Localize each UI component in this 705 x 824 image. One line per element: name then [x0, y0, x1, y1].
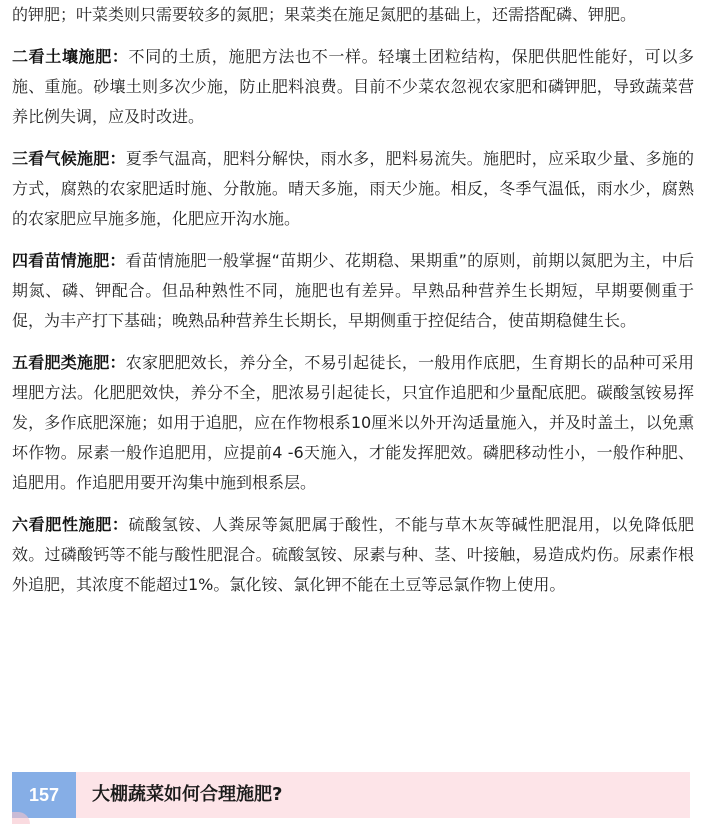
paragraph-text: 硫酸氢铵、人粪尿等氮肥属于酸性，不能与草木灰等碱性肥混用，以免降低肥效。过磷酸钙等不能与酸性肥混合。硫酸氢铵、尿素与种、茎、叶接触，易造成灼伤。尿素作根外追肥，其浓度不能超过1%。氯化铵、氯化钾不能在土豆等忌氯作物上使用。	[12, 515, 694, 594]
paragraph-heading: 六看肥性施肥：	[12, 515, 129, 534]
question-number-badge: 157	[12, 772, 76, 818]
paragraph-text: 夏季气温高，肥料分解快，雨水多，肥料易流失。施肥时，应采取少量、多施的方式，腐熟的农家肥适时施、分散施。晴天多施，雨天少施。相反，冬季气温低，雨水少，腐熟的农家肥应早施多施，化肥应开沟水施。	[12, 149, 694, 228]
paragraph-fertilizer-type	[12, 348, 694, 498]
paragraph-heading: 三看气候施肥：	[12, 149, 126, 168]
question-title: 大棚蔬菜如何合理施肥?	[92, 784, 283, 805]
paragraph-seedling	[12, 246, 694, 336]
question-header-bar	[12, 772, 690, 818]
paragraph-text: 看苗情施肥一般掌握“苗期少、花期稳、果期重”的原则，前期以氮肥为主，中后期氮、磷、钾配合。但品种熟性不同，施肥也有差异。早熟品种营养生长期短，早期要侧重于促，为丰产打下基础；晚熟品种营养生长期长，早期侧重于控促结合，使苗期稳健生长。	[12, 251, 694, 330]
paragraph-heading: 五看肥类施肥：	[12, 353, 126, 372]
intro-paragraph: 的钾肥；叶菜类则只需要较多的氮肥；果菜类在施足氮肥的基础上，还需搭配磷、钾肥。	[12, 5, 637, 24]
paragraph-soil	[12, 42, 694, 132]
paragraph-heading: 二看土壤施肥：	[12, 47, 129, 66]
article-body	[12, 0, 694, 600]
paragraph-heading: 四看苗情施肥：	[12, 251, 126, 270]
paragraph-text: 不同的土质，施肥方法也不一样。轻壤土团粒结构，保肥供肥性能好，可以多施、重施。砂壤土则多次少施，防止肥料浪费。目前不少菜农忽视农家肥和磷钾肥，导致蔬菜营养比例失调，应及时改进。	[12, 47, 694, 126]
paragraph-climate	[12, 144, 694, 234]
paragraph-fertilizer-property	[12, 510, 694, 600]
paragraph-text: 农家肥肥效长，养分全，不易引起徒长，一般用作底肥，生育期长的品种可采用埋肥方法。化肥肥效快，养分不全，肥浓易引起徒长，只宜作追肥和少量配底肥。碳酸氢铵易挥发，多作底肥深施；如用于追肥，应在作物根系10厘米以外开沟适量施入，并及时盖土，以免熏坏作物。尿素一般作追肥用，应提前4 -6天施入，才能发挥肥效。磷肥移动性小，一般作种肥、追肥用。作追肥用要开沟集中施到根系层。	[12, 353, 694, 492]
